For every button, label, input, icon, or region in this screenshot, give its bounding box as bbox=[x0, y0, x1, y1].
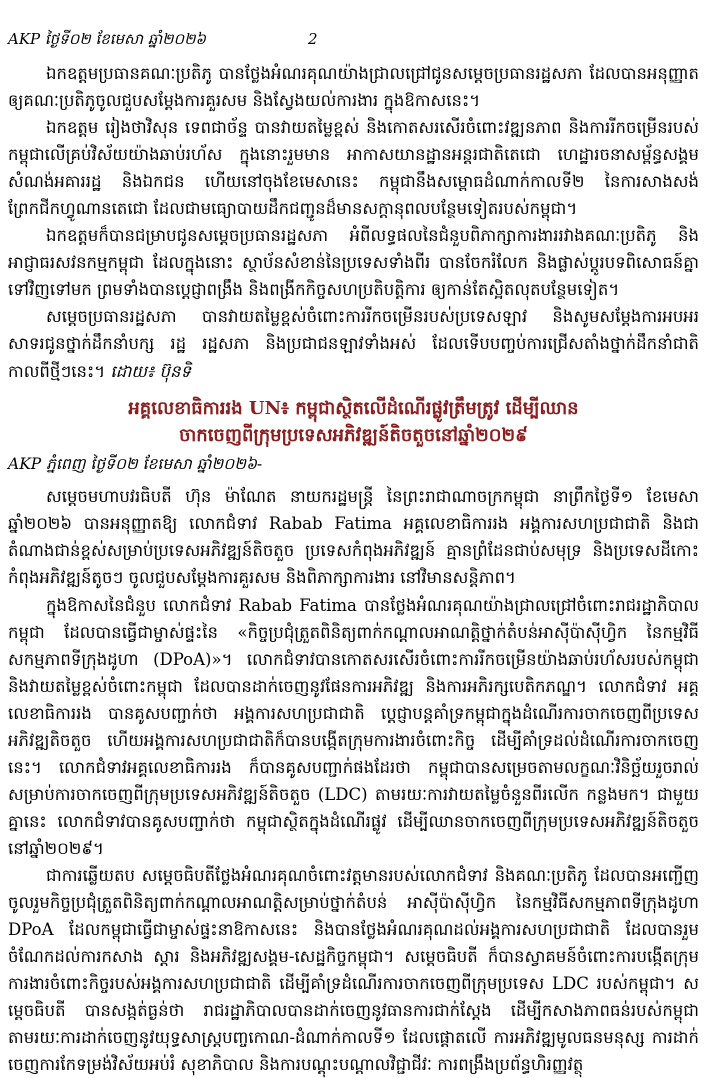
article-title bbox=[8, 395, 699, 451]
paragraph bbox=[8, 303, 699, 384]
page-number: 2 bbox=[308, 30, 318, 48]
article-title-line-2: ចាកចេញពីក្រុមប្រទេសអភិវឌ្ឍន៍តិចតួចនៅឆ្នាំ២០២៩ bbox=[179, 425, 528, 447]
paragraph: ក្នុងឱកាសនៃជំនួប លោកជំទាវ Rabab Fatima បានថ្លែងអំណរគុណយ៉ាងជ្រាលជ្រៅចំពោះរាជរដ្ឋាភិបាលកម្ពុជា ដែលបានធ្វើជាម្ចាស់ផ្ទះនៃ «កិច្ចប្រជុំត្រួតពិនិត្យពាក់កណ្តាលអាណត្តិថ្នាក់តំបន់អាស៊ីប៉ាស៊ីហ្វិក នៃកម្មវិធីសកម្មភាពទីក្រុងដូហា (DPoA)»។ លោកជំទាវបានកោតសរសើរចំពោះការរីកចម្រើនយ៉ាងឆាប់រហ័សរបស់កម្ពុជា និងវាយតម្លៃខ្ពស់ចំពោះកម្ពុជា ដែលបានដាក់ចេញនូវផែនការអភិវឌ្ឍ និងការអភិរក្សបេតិកភណ្ឌ។ លោកជំទាវ អគ្គលេខាធិការរង បានគូសបញ្ជាក់ថា អង្គការសហប្រជាជាតិ ប្តេជ្ញាបន្តគាំទ្រកម្ពុជាក្នុងដំណើរការចាកចេញពីប្រទេសអភិវឌ្ឍតិចតួច ហើយអង្គការសហប្រជាជាតិក៏បានបង្កើតក្រុមការងារចំពោះកិច្ច ដើម្បីគាំទ្រដល់ដំណើរការចាកចេញនេះ។ លោកជំទាវអគ្គលេខាធិការរង ក៏បានគូសបញ្ជាក់ផងដែរថា កម្ពុជាបានសម្រេចតាមលក្ខណៈវិនិច្ឆ័យរួចរាល់សម្រាប់ការចាកចេញពីក្រុមប្រទេសអភិវឌ្ឍន៍តិចតួច (LDC) តាមរយៈការវាយតម្លៃចំនួនពីរលើក កន្លងមក។ ជាមួយគ្នានេះ លោកជំទាវបានគូសបញ្ជាក់ថា កម្ពុជាស្ថិតក្នុងដំណើរផ្លូវ ដើម្បីឈានចាកចេញពីក្រុមប្រទេសអភិវឌ្ឍន៍តិចតួច នៅឆ្នាំ២០២៩។ bbox=[8, 595, 699, 858]
paragraph: សម្តេចមហាបវរធិបតី ហ៊ុន ម៉ាណែត នាយករដ្ឋមន្ត្រី នៃព្រះរាជាណាចក្រកម្ពុជា នាព្រឹកថ្ងៃទី១ ខែមេសា ឆ្នាំ២០២៦ បានអនុញ្ញាតឱ្យ លោកជំទាវ Rabab Fatima អគ្គលេខាធិការរង អង្គការសហប្រជាជាតិ និងជាតំណាងជាន់ខ្ពស់សម្រាប់ប្រទេសអភិវឌ្ឍន៍តិចតួច ប្រទេសកំពុងអភិវឌ្ឍន៍ គ្មានព្រំដែនជាប់សមុទ្រ និងប្រទេសដីកោះកំពុងអភិវឌ្ឍន៍តូចៗ ចូលជួបសម្តែងការគួរសម និងពិភាក្សាការងារ នៅវិមានសន្តិភាព។ bbox=[8, 487, 699, 588]
paragraph: ឯកឧត្តម រៀងថាវិសុន ទេពជាច័ន្ទ បានវាយតម្លៃខ្ពស់ និងកោតសរសើរចំពោះវឌ្ឍនភាព និងការរីកចម្រើនរបស់កម្ពុជាលើគ្រប់វិស័យយ៉ាងឆាប់រហ័ស ក្នុងនោះរួមមាន អាកាសយានដ្ឋានអន្តរជាតិតេជោ ហេដ្ឋារចនាសម្ព័ន្ធសង្គម សំណង់អគាររដ្ឋ និងឯកជន ហើយនៅចុងខែមេសានេះ កម្ពុជានឹងសម្ពោធដំណាក់កាលទី២ នៃការសាងសង់ព្រែកជីកហ្វូណានតេជោ ដែលជាមធ្យោបាយដឹកជញ្ជូនដ៏មានសក្តានុពលបន្ថែមទៀតរបស់កម្ពុជា។ bbox=[8, 118, 699, 219]
paragraph: ឯកឧត្តមប្រធានគណៈប្រតិភូ បានថ្លែងអំណរគុណយ៉ាងជ្រាលជ្រៅជូនសម្តេចប្រធានរដ្ឋសភា ដែលបានអនុញ្ញាតឲ្យគណៈប្រតិភូចូលជួបសម្តែងការគួរសម និងស្វែងយល់ការងារ ក្នុងឱកាសនេះ។ bbox=[8, 64, 699, 111]
article-1-body bbox=[8, 60, 699, 385]
page-header bbox=[8, 30, 699, 50]
paragraph: ឯកឧត្តមក៏បានជម្រាបជូនសម្តេចប្រធានរដ្ឋសភា អំពីលទ្ធផលនៃជំនួបពិភាក្សាការងាររវាងគណៈប្រតិភូ និងអាជ្ញាធរសវនកម្មកម្ពុជា ដែលក្នុងនោះ ស្ថាប័នសំខាន់នៃប្រទេសទាំងពីរ បានចែករំលែក និងផ្លាស់ប្តូរបទពិសោធន៍គ្នាទៅវិញទៅមក ព្រមទាំងបានប្តេជ្ញាពង្រឹង និងពង្រីកកិច្ចសហប្រតិបត្តិការ ឲ្យកាន់តែស្អិតលុតបន្ថែមទៀត។ bbox=[8, 226, 699, 300]
paragraph-text: សម្តេចប្រធានរដ្ឋសភា បានវាយតម្លៃខ្ពស់ចំពោះការរីកចម្រើនរបស់ប្រទេសឡាវ និងសូមសម្តែងការអបអរសាទរជូនថ្នាក់ដឹកនាំបក្ស រដ្ឋ រដ្ឋសភា និងប្រជាជនឡាវទាំងអស់ ដែលទើបបញ្ចប់ការជ្រើសតាំងថ្នាក់ដឹកនាំជាតិ កាលពីថ្មីៗនេះ។ bbox=[8, 307, 699, 381]
byline: ដោយ៖ ប៊ុនទិ bbox=[110, 361, 191, 381]
article-title-line-1: អគ្គលេខាធិការរង UN៖ កម្ពុជាស្ថិតលើដំណើរផ្លូវត្រឹមត្រូវ ដើម្បីឈាន bbox=[128, 397, 579, 419]
dateline: AKP ភ្នំពេញ ថ្ងៃទី០២ ខែមេសា ឆ្នាំ២០២៦- bbox=[8, 455, 263, 474]
article-2-body bbox=[8, 483, 699, 1078]
header-date: AKP ថ្ងៃទី០២ ខែមេសា ឆ្នាំ២០២៦ bbox=[8, 30, 207, 48]
paragraph: ជាការឆ្លើយតប សម្តេចធិបតីថ្លែងអំណរគុណចំពោះវត្តមានរបស់លោកជំទាវ និងគណៈប្រតិភូ ដែលបានអញ្ជើញចូលរួមកិច្ចប្រជុំត្រួតពិនិត្យពាក់កណ្តាលអាណត្តិសម្រាប់ថ្នាក់តំបន់ អាស៊ីប៉ាស៊ីហ្វិក នៃកម្មវិធីសកម្មភាពទីក្រុងដូហា DPoA ដែលកម្ពុជាធ្វើជាម្ចាស់ផ្ទះនាឱកាសនេះ និងបានថ្លែងអំណរគុណដល់អង្គការសហប្រជាជាតិ ដែលបានរួមចំណែកដល់ការកសាង ស្តារ និងអភិវឌ្ឍសង្គម-សេដ្ឋកិច្ចកម្ពុជា។ សម្តេចធិបតី ក៏បានស្វាគមន៍ចំពោះការបង្កើតក្រុមការងារចំពោះកិច្ចរបស់អង្គការសហប្រជាជាតិ ដើម្បីគាំទ្រដំណើរការចាកចេញពីក្រុមប្រទេស LDC របស់កម្ពុជា។ សម្តេចធិបតី បានសង្កត់ធ្ងន់ថា រាជរដ្ឋាភិបាលបានដាក់ចេញនូវធានការជាក់ស្តែង ដើម្បីកសាងភាពធន់របស់កម្ពុជា តាមរយៈការដាក់ចេញនូវយុទ្ធសាស្ត្របញ្ចកោណ-ដំណាក់កាលទី១ ដែលផ្តោតលើ ការអភិវឌ្ឍមូលធនមនុស្ស ការដាក់ចេញការកែទម្រង់វិស័យអប់រំ សុខាភិបាល និងការបណ្តុះបណ្តាលវិជ្ជាជីវៈ ការពង្រឹងប្រព័ន្ធហិរញ្ញវត្ថុ bbox=[8, 866, 699, 1075]
